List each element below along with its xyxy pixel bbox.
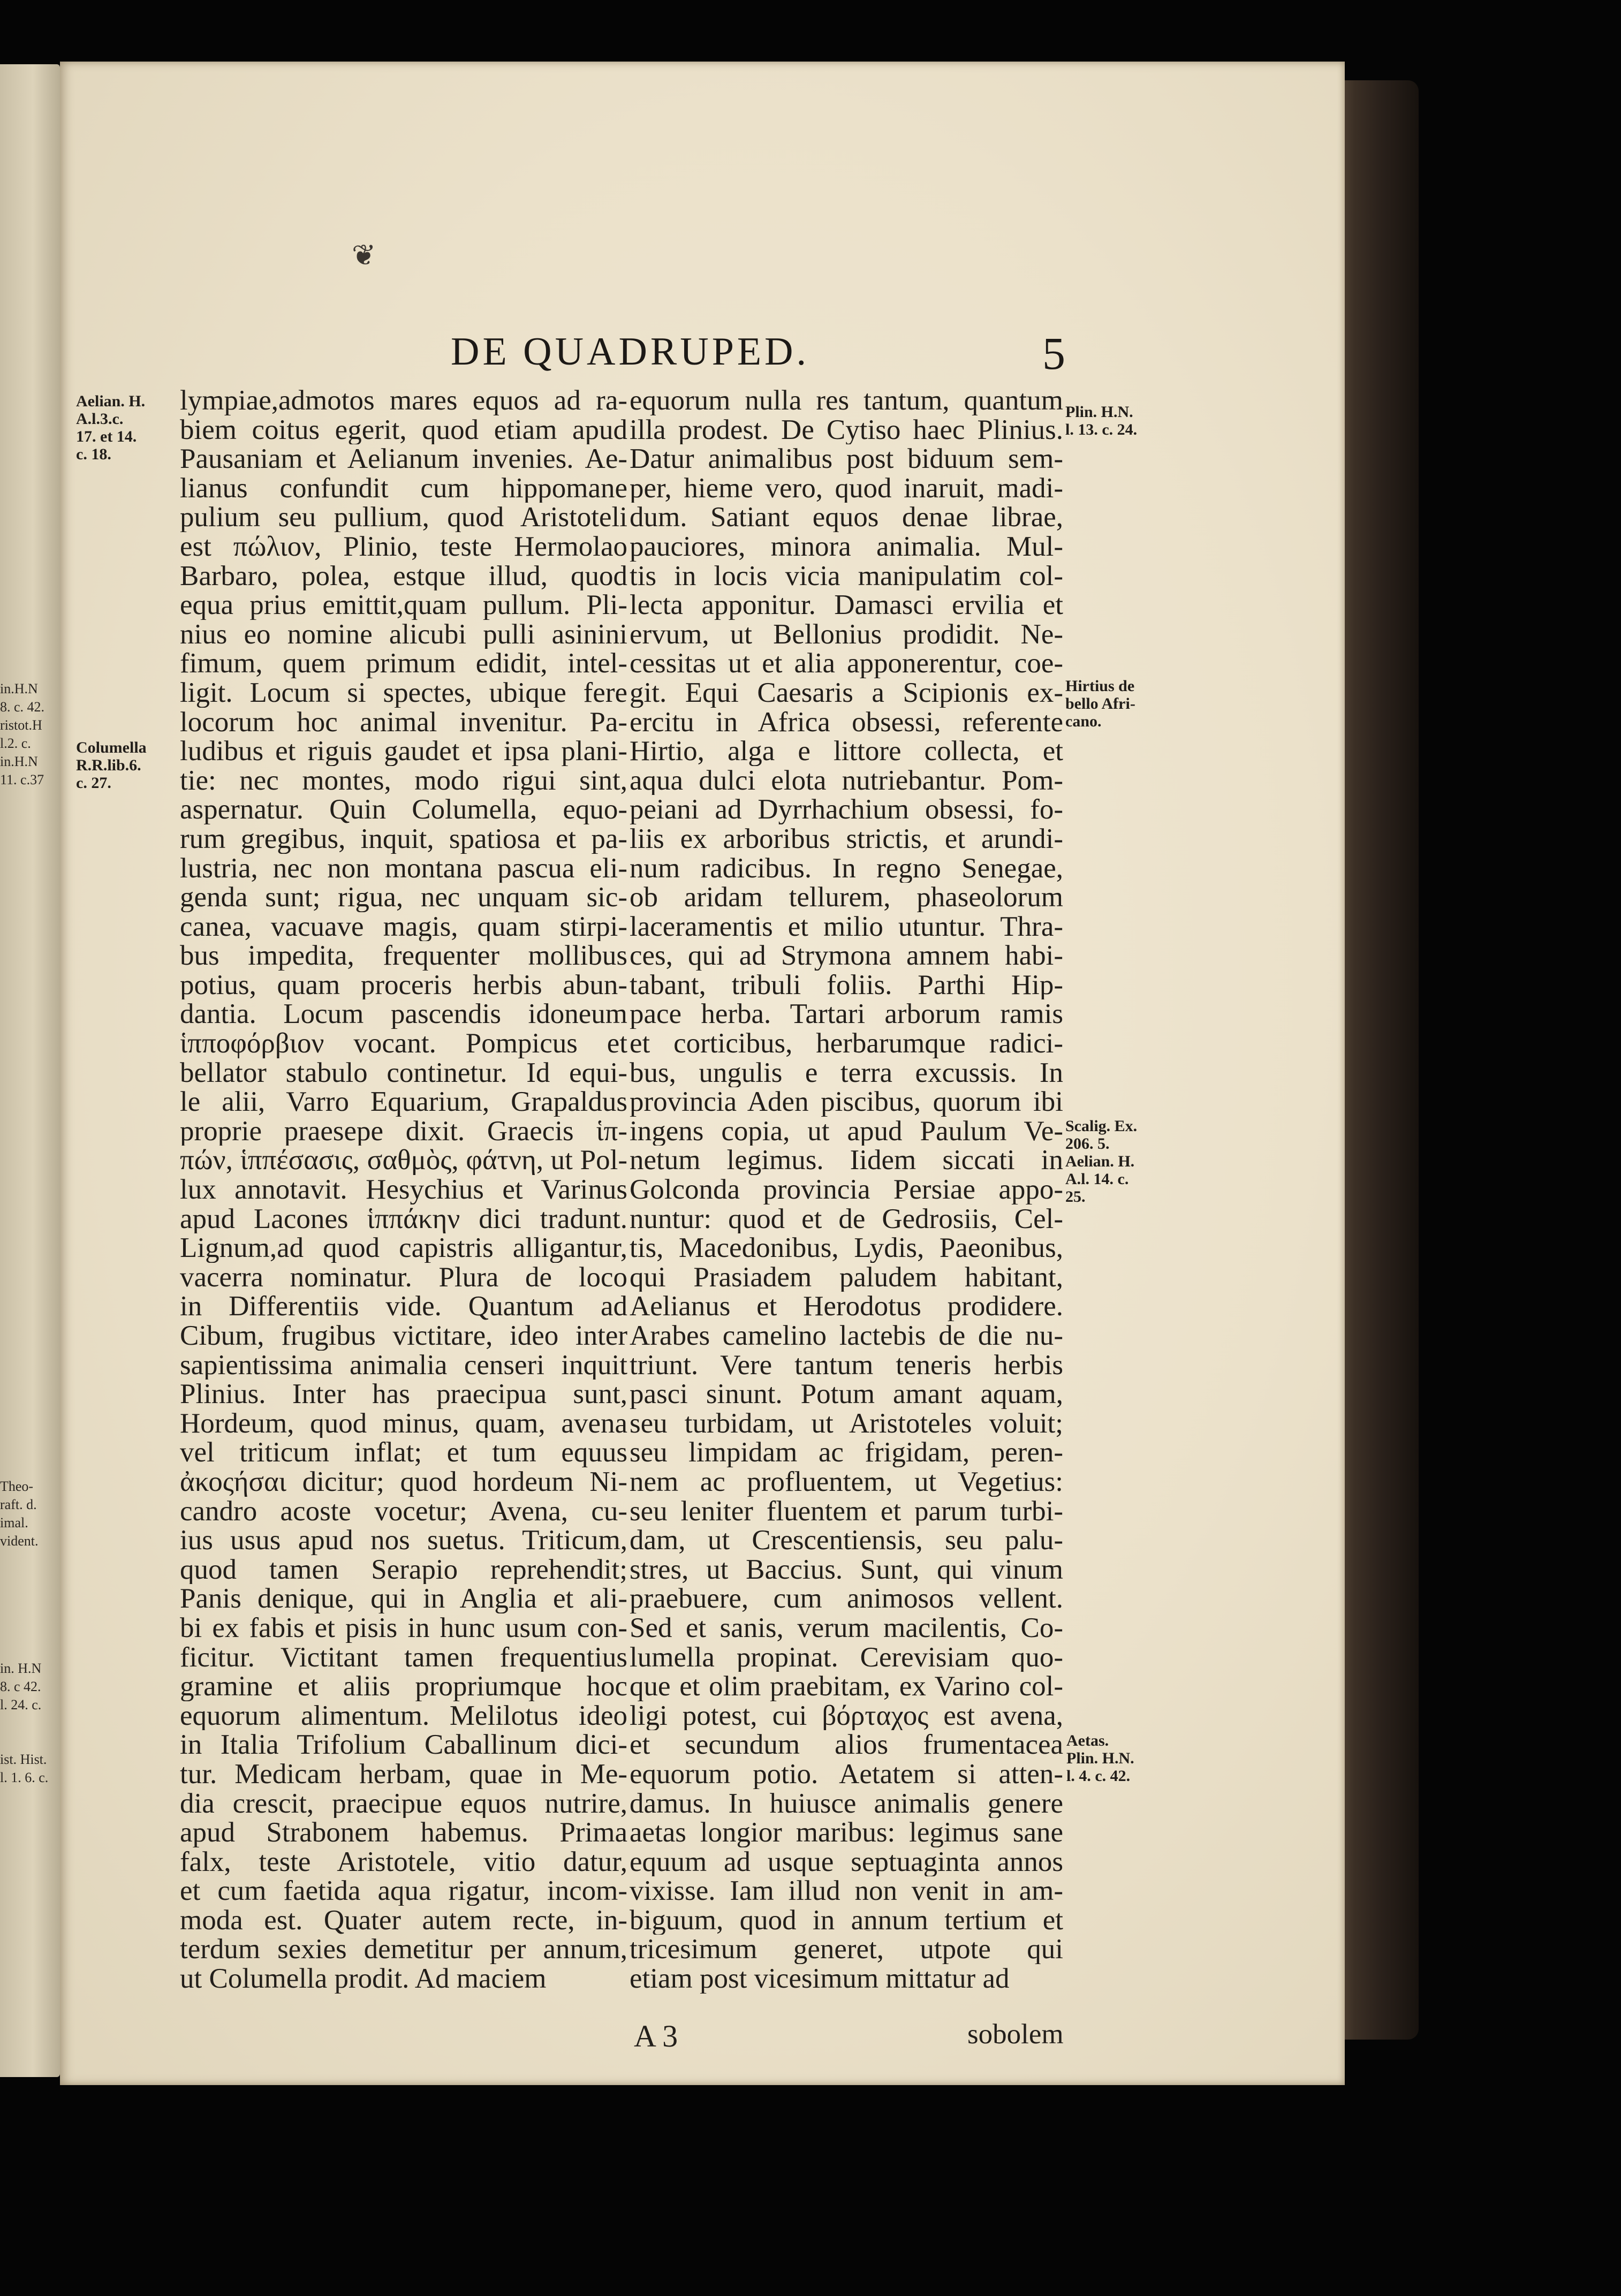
text-line: lympiae,admotos mares equos ad ra-	[180, 386, 627, 415]
running-head: DE QUADRUPED.	[451, 330, 809, 374]
prev-page-note-line: l. 1. 6. c.	[0, 1770, 49, 1785]
text-line: πών, ἱππέσασις, σαθμὸς, φάτνη, ut Pol-	[180, 1146, 627, 1176]
text-line: bellator stabulo continetur. Id equi-	[180, 1058, 627, 1088]
text-line: stres, ut Baccius. Sunt, qui vinum	[630, 1555, 1063, 1585]
text-line: ingens copia, ut apud Paulum Ve-	[630, 1116, 1063, 1146]
text-line: et corticibus, herbarumque radici-	[630, 1029, 1063, 1058]
text-line: liis ex arboribus strictis, et arundi-	[630, 824, 1063, 854]
text-line: ludibus et riguis gaudet et ipsa plani-	[180, 737, 627, 766]
prev-page-notes-1	[0, 680, 60, 789]
text-line: praebuere, cum animosos vellent.	[630, 1584, 1063, 1613]
margin-note-scaliger	[1065, 1117, 1137, 1206]
text-line: canea, vacuave magis, quam stirpi-	[180, 912, 627, 942]
prev-page-notes-2	[0, 1477, 60, 1550]
text-line: gramine et aliis propriumque hoc	[180, 1672, 627, 1701]
margin-note-plinius	[1065, 403, 1137, 438]
text-line: Cibum, frugibus victitare, ideo inter	[180, 1321, 627, 1351]
text-line: git. Equi Caesaris a Scipionis ex-	[630, 678, 1063, 708]
text-line: nuntur: quod et de Gedrosiis, Cel-	[630, 1204, 1063, 1234]
margin-note-line: 206. 5.	[1065, 1135, 1110, 1153]
margin-note-hirtius	[1065, 677, 1135, 730]
text-line: bus impedita, frequenter mollibus	[180, 941, 627, 971]
prev-page-note-line: ristot.H	[0, 717, 42, 733]
text-line: pauciores, minora animalia. Mul-	[630, 532, 1063, 562]
text-line: tricesimum generet, utpote qui	[630, 1935, 1063, 1965]
prev-page-note-line: l. 24. c.	[0, 1697, 42, 1712]
margin-note-line: A.l.3.c.	[76, 410, 124, 428]
gathering-signature: A 3	[634, 2019, 678, 2053]
prev-page-note-line: in.H.N	[0, 754, 38, 769]
margin-note-aetas	[1066, 1732, 1134, 1785]
text-line: provincia Aden piscibus, quorum ibi	[630, 1087, 1063, 1117]
text-line: tis in locis vicia manipulatim col-	[630, 561, 1063, 591]
text-line: Plinius. Inter has praecipua sunt,	[180, 1380, 627, 1409]
text-line: lumella propinat. Cerevisiam quo-	[630, 1642, 1063, 1672]
text-line: qui Prasiadem paludem habitant,	[630, 1262, 1063, 1292]
text-line: vixisse. Iam illud non venit in am-	[630, 1876, 1063, 1906]
text-line: nius eo nomine alicubi pulli asinini	[180, 619, 627, 649]
text-line: et secundum alios frumentacea	[630, 1730, 1063, 1760]
margin-note-line: Aetas.	[1066, 1732, 1109, 1749]
text-line: pace herba. Tartari arborum ramis	[630, 999, 1063, 1029]
text-line: equa prius emittit,quam pullum. Pli-	[180, 590, 627, 620]
text-line: tabant, tribuli foliis. Parthi Hip-	[630, 970, 1063, 1000]
text-line: tie: nec montes, modo rigui sint,	[180, 766, 627, 795]
text-line: nem ac profluentem, ut Vegetius:	[630, 1467, 1063, 1497]
text-line: ius usus apud nos suetus. Triticum,	[180, 1526, 627, 1555]
text-line: dam, ut Crescentiensis, seu palu-	[630, 1526, 1063, 1555]
text-line: proprie praesepe dixit. Graecis ἱπ-	[180, 1116, 627, 1146]
text-line: pasci sinunt. Potum amant aquam,	[630, 1380, 1063, 1409]
margin-note-line: bello Afri-	[1065, 695, 1135, 713]
margin-note-columella	[76, 739, 147, 792]
prev-page-note-line: ist. Hist.	[0, 1752, 47, 1767]
text-line: seu limpidam ac frigidam, peren-	[630, 1438, 1063, 1467]
text-line: ficitur. Victitant tamen frequentius	[180, 1642, 627, 1672]
prev-page-note-line: in.H.N	[0, 681, 38, 696]
text-line: ἱπποφόρβιον vocant. Pompicus et	[180, 1029, 627, 1058]
prev-page-notes-4	[0, 1751, 60, 1787]
text-line: netum legimus. Iidem siccati in	[630, 1146, 1063, 1176]
prev-page-note-line: in. H.N	[0, 1661, 42, 1676]
text-line: lianus confundit cum hippomane	[180, 473, 627, 503]
text-line: que et olim praebitam, ex Varino col-	[630, 1672, 1063, 1701]
text-line: cessitas ut et alia apponerentur, coe-	[630, 649, 1063, 678]
printer-ornament-icon: ❦	[352, 239, 376, 271]
margin-note-line: Aelian. H.	[1065, 1153, 1135, 1170]
text-line: Arabes camelino lactebis de die nu-	[630, 1321, 1063, 1351]
text-line: dia crescit, praecipue equos nutrire,	[180, 1789, 627, 1818]
text-line: tis, Macedonibus, Lydis, Paeonibus,	[630, 1233, 1063, 1263]
text-line: ligit. Locum si spectes, ubique fere	[180, 678, 627, 708]
text-line: damus. In huiusce animalis genere	[630, 1789, 1063, 1818]
text-line: in Italia Trifolium Caballinum dici-	[180, 1730, 627, 1760]
margin-note-line: Plin. H.N.	[1066, 1749, 1134, 1767]
text-line: genda sunt; rigua, nec unquam sic-	[180, 883, 627, 912]
text-line: num radicibus. In regno Senegae,	[630, 853, 1063, 883]
text-line: Aelianus et Herodotus prodidere.	[630, 1292, 1063, 1321]
book-page	[60, 62, 1345, 2085]
text-line: Datur animalibus post biduum sem-	[630, 444, 1063, 474]
margin-note-line: Plin. H.N.	[1065, 403, 1133, 421]
text-line: et cum faetida aqua rigatur, incom-	[180, 1876, 627, 1906]
margin-note-line: l. 4. c. 42.	[1066, 1767, 1131, 1785]
text-line: ercitu in Africa obsessi, referente	[630, 707, 1063, 737]
left-text-column	[180, 386, 627, 1994]
text-line: laceramentis et milio utuntur. Thra-	[630, 912, 1063, 942]
text-line: ἀκοςήσαι dicitur; quod hordeum Ni-	[180, 1467, 627, 1497]
text-line: apud Lacones ἱππάκην dici tradunt.	[180, 1204, 627, 1234]
prev-page-note-line: 8. c. 42.	[0, 699, 45, 715]
text-line: seu leniter fluentem et parum turbi-	[630, 1496, 1063, 1526]
text-line: lustria, nec non montana pascua eli-	[180, 853, 627, 883]
margin-note-line: A.l. 14. c.	[1065, 1170, 1129, 1188]
text-line: lecta apponitur. Damasci ervilia et	[630, 590, 1063, 620]
prev-page-note-line: 8. c 42.	[0, 1679, 41, 1694]
text-line: Pausaniam et Aelianum invenies. Ae-	[180, 444, 627, 474]
text-line: aqua dulci elota nutriebantur. Pom-	[630, 766, 1063, 795]
text-line: lux annotavit. Hesychius et Varinus	[180, 1175, 627, 1204]
text-line: vel triticum inflat; et tum equus	[180, 1438, 627, 1467]
text-line: aspernatur. Quin Columella, equo-	[180, 795, 627, 824]
text-line: ob aridam tellurem, phaseolorum	[630, 883, 1063, 912]
margin-note-line: 25.	[1065, 1188, 1086, 1206]
text-line: ces, qui ad Strymona amnem habi-	[630, 941, 1063, 971]
text-line: Lignum,ad quod capistris alligantur,	[180, 1233, 627, 1263]
prev-page-note-line: imal.	[0, 1515, 28, 1530]
text-line: dantia. Locum pascendis idoneum	[180, 999, 627, 1029]
text-line: in Differentiis vide. Quantum ad	[180, 1292, 627, 1321]
text-line: biem coitus egerit, quod etiam apud	[180, 415, 627, 445]
text-line: pulium seu pullium, quod Aristoteli	[180, 503, 627, 532]
text-line: equum ad usque septuaginta annos	[630, 1847, 1063, 1877]
page-number: 5	[1042, 328, 1065, 379]
text-line: triunt. Vere tantum teneris herbis	[630, 1350, 1063, 1380]
previous-page-edge	[0, 64, 60, 2077]
book-spine-edge	[1333, 80, 1419, 2040]
margin-note-line: R.R.lib.6.	[76, 756, 141, 774]
margin-note-line: l. 13. c. 24.	[1065, 421, 1138, 438]
text-line: equorum alimentum. Melilotus ideo	[180, 1701, 627, 1731]
margin-note-line: 17. et 14.	[76, 428, 137, 445]
prev-page-note-line: 11. c.37	[0, 772, 44, 787]
text-line: equorum nulla res tantum, quantum	[630, 386, 1063, 415]
margin-note-line: cano.	[1065, 713, 1102, 730]
text-line: rum gregibus, inquit, spatiosa et pa-	[180, 824, 627, 854]
text-line: bus, ungulis e terra excussis. In	[630, 1058, 1063, 1088]
text-line: Golconda provincia Persiae appo-	[630, 1175, 1063, 1204]
catchword: sobolem	[967, 2019, 1064, 2050]
text-line: ligi potest, cui βόρταχος est avena,	[630, 1701, 1063, 1731]
text-line: terdum sexies demetitur per annum,	[180, 1935, 627, 1965]
text-line: moda est. Quater autem recte, in-	[180, 1905, 627, 1935]
margin-note-line: Hirtius de	[1065, 677, 1135, 695]
margin-note-line: c. 27.	[76, 774, 111, 792]
text-line: equorum potio. Aetatem si atten-	[630, 1759, 1063, 1789]
text-line: biguum, quod in annum tertium et	[630, 1905, 1063, 1935]
text-line: Sed et sanis, verum macilentis, Co-	[630, 1613, 1063, 1643]
prev-page-notes-3	[0, 1660, 60, 1714]
text-line: quod tamen Serapio reprehendit;	[180, 1555, 627, 1585]
text-line: est πώλιον, Plinio, teste Hermolao	[180, 532, 627, 562]
text-line: illa prodest. De Cytiso haec Plinius.	[630, 415, 1063, 445]
text-line: vacerra nominatur. Plura de loco	[180, 1262, 627, 1292]
margin-note-line: c. 18.	[76, 445, 111, 463]
text-line: candro acoste vocetur; Avena, cu-	[180, 1496, 627, 1526]
text-line: apud Strabonem habemus. Prima	[180, 1818, 627, 1847]
text-line: fimum, quem primum edidit, intel-	[180, 649, 627, 678]
text-line: le alii, Varro Equarium, Grapaldus	[180, 1087, 627, 1117]
text-line: per, hieme vero, quod inaruit, madi-	[630, 473, 1063, 503]
prev-page-note-line: vident.	[0, 1533, 39, 1549]
text-line: sapientissima animalia censeri inquit	[180, 1350, 627, 1380]
margin-note-line: Aelian. H.	[76, 392, 146, 410]
text-line: potius, quam proceris herbis abun-	[180, 970, 627, 1000]
text-line: Hordeum, quod minus, quam, avena	[180, 1408, 627, 1438]
text-line: bi ex fabis et pisis in hunc usum con-	[180, 1613, 627, 1643]
text-line: dum. Satiant equos denae librae,	[630, 503, 1063, 532]
text-line: etiam post vicesimum mittatur ad	[630, 1964, 1010, 1994]
text-line: locorum hoc animal invenitur. Pa-	[180, 707, 627, 737]
text-line: seu turbidam, ut Aristoteles voluit;	[630, 1408, 1063, 1438]
prev-page-note-line: raft. d.	[0, 1497, 37, 1512]
text-line: tur. Medicam herbam, quae in Me-	[180, 1759, 627, 1789]
prev-page-note-line: Theo-	[0, 1479, 34, 1494]
text-line: Hirtio, alga e littore collecta, et	[630, 737, 1063, 766]
text-line: peiani ad Dyrrhachium obsessi, fo-	[630, 795, 1063, 824]
prev-page-note-line: l.2. c.	[0, 736, 31, 751]
text-line: falx, teste Aristotele, vitio datur,	[180, 1847, 627, 1877]
right-text-column	[630, 386, 1063, 1994]
text-line: ut Columella prodit. Ad maciem	[180, 1964, 547, 1994]
margin-note-line: Columella	[76, 739, 147, 756]
text-line: ervum, ut Bellonius prodidit. Ne-	[630, 619, 1063, 649]
text-line: aetas longior maribus: legimus sane	[630, 1818, 1063, 1847]
margin-note-line: Scalig. Ex.	[1065, 1117, 1138, 1135]
margin-note-aelian	[76, 392, 145, 463]
text-line: Barbaro, polea, estque illud, quod	[180, 561, 627, 591]
text-line: Panis denique, qui in Anglia et ali-	[180, 1584, 627, 1613]
